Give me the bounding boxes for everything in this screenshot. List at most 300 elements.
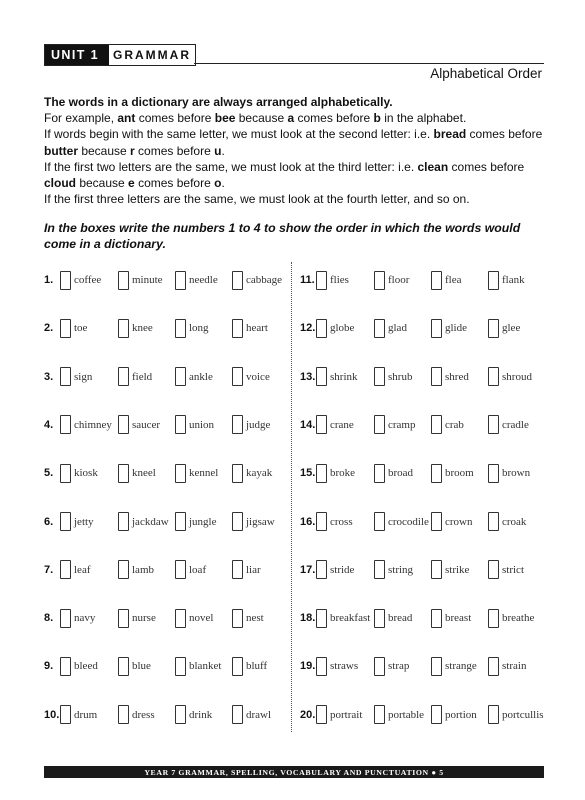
answer-box[interactable] — [488, 464, 499, 483]
answer-cell — [488, 606, 534, 630]
question-row — [300, 268, 545, 292]
answer-cell — [232, 268, 282, 292]
word-label: judge — [246, 418, 271, 431]
word-label: drink — [189, 708, 213, 721]
answer-cell — [60, 365, 92, 389]
question-row — [300, 316, 545, 340]
intro-bold-text: bread — [433, 127, 467, 142]
question-number: 12. — [300, 322, 316, 335]
word-label: strike — [445, 563, 470, 576]
answer-cell — [431, 558, 469, 582]
intro-bold-text: r — [130, 143, 135, 158]
answer-cell — [232, 413, 270, 437]
word-label: strain — [502, 660, 527, 673]
answer-box[interactable] — [118, 657, 129, 676]
word-label: drawl — [246, 708, 272, 721]
answer-cell — [316, 703, 362, 727]
answer-box[interactable] — [175, 560, 186, 579]
answer-cell — [431, 316, 467, 340]
word-label: glee — [502, 322, 521, 335]
word-label: jungle — [189, 515, 217, 528]
answer-cell — [118, 510, 169, 534]
answer-box[interactable] — [232, 609, 243, 628]
answer-cell — [374, 606, 412, 630]
answer-cell — [431, 413, 464, 437]
intro-lead: The words in a dictionary are always arranged alphabetically. — [44, 95, 393, 109]
word-label: ankle — [189, 370, 213, 383]
answer-box[interactable] — [374, 319, 385, 338]
word-label: broom — [445, 467, 474, 480]
answer-cell — [316, 654, 358, 678]
answer-cell — [374, 365, 412, 389]
answer-cell — [60, 316, 87, 340]
answer-cell — [118, 654, 151, 678]
answer-box[interactable] — [488, 415, 499, 434]
word-label: toe — [74, 322, 88, 335]
answer-cell — [60, 558, 90, 582]
question-row — [44, 606, 289, 630]
word-label: strange — [445, 660, 477, 673]
answer-cell — [488, 413, 529, 437]
answer-cell — [431, 268, 461, 292]
answer-cell — [488, 654, 526, 678]
word-label: knee — [132, 322, 153, 335]
answer-cell — [175, 413, 214, 437]
intro-text-run: . — [221, 143, 225, 158]
question-row — [300, 703, 545, 727]
word-label: sign — [74, 370, 93, 383]
intro-bold-text: butter — [44, 143, 78, 158]
answer-box[interactable] — [431, 705, 442, 724]
word-label: cross — [330, 515, 353, 528]
question-row — [44, 365, 289, 389]
answer-cell — [316, 461, 355, 485]
answer-cell — [374, 510, 429, 534]
answer-box[interactable] — [175, 464, 186, 483]
answer-cell — [431, 461, 474, 485]
intro-bold-text: ant — [117, 111, 136, 126]
word-label: minute — [132, 274, 163, 286]
answer-box[interactable] — [118, 319, 129, 338]
word-label: globe — [330, 322, 355, 335]
answer-cell — [60, 606, 95, 630]
word-label: heart — [246, 322, 268, 335]
word-label: dress — [132, 708, 155, 721]
intro-line — [44, 191, 544, 207]
answer-cell — [488, 268, 525, 292]
question-row — [300, 365, 545, 389]
word-label: field — [132, 370, 153, 383]
question-number: 6. — [44, 515, 54, 528]
word-label: chimney — [74, 418, 112, 431]
answer-box[interactable] — [374, 271, 385, 290]
answer-cell — [316, 365, 358, 389]
answer-box[interactable] — [431, 271, 442, 290]
question-row — [300, 558, 545, 582]
answer-box[interactable] — [316, 464, 327, 483]
answer-box[interactable] — [118, 512, 129, 531]
intro-text-run: comes before — [466, 127, 543, 142]
answer-cell — [118, 461, 156, 485]
word-label: crown — [445, 515, 473, 528]
answer-cell — [374, 654, 409, 678]
answer-cell — [60, 510, 94, 534]
question-number: 14. — [300, 418, 316, 431]
word-label: jigsaw — [246, 515, 275, 528]
word-label: strict — [502, 563, 524, 576]
intro-text-run: If the first two letters are the same, we must look at the third letter: i.e. — [44, 159, 418, 174]
answer-box[interactable] — [488, 705, 499, 724]
word-label: novel — [189, 612, 214, 625]
answer-cell — [488, 461, 530, 485]
answer-box[interactable] — [60, 367, 71, 386]
intro-text-run: in the alphabet. — [380, 111, 467, 126]
intro-line — [44, 126, 544, 158]
answer-box[interactable] — [175, 657, 186, 676]
answer-box[interactable] — [118, 271, 129, 290]
answer-box[interactable] — [60, 705, 71, 724]
question-row — [300, 413, 545, 437]
word-label: croak — [502, 515, 527, 528]
answer-cell — [232, 703, 271, 727]
answer-cell — [316, 510, 353, 534]
answer-cell — [118, 268, 163, 292]
question-number: 3. — [44, 370, 54, 383]
answer-cell — [488, 703, 544, 727]
answer-cell — [374, 461, 413, 485]
answer-cell — [232, 510, 275, 534]
answer-box[interactable] — [232, 367, 243, 386]
word-label: blue — [132, 660, 151, 673]
answer-cell — [316, 558, 354, 582]
answer-cell — [175, 703, 212, 727]
word-label: breakfast — [330, 612, 371, 625]
answer-box[interactable] — [488, 609, 499, 628]
answer-cell — [232, 365, 270, 389]
word-label: blanket — [189, 660, 222, 673]
intro-text-run: comes before — [294, 111, 374, 126]
answer-box[interactable] — [60, 415, 71, 434]
answer-box[interactable] — [488, 367, 499, 386]
word-label: cramp — [388, 418, 416, 431]
answer-cell — [175, 558, 206, 582]
answer-cell — [374, 703, 424, 727]
answer-cell — [316, 268, 349, 292]
answer-box[interactable] — [232, 657, 243, 676]
answer-box[interactable] — [175, 415, 186, 434]
answer-box[interactable] — [374, 609, 385, 628]
answer-box[interactable] — [316, 415, 327, 434]
answer-box[interactable] — [374, 464, 385, 483]
intro-text-run: comes before — [134, 143, 215, 158]
answer-cell — [175, 654, 221, 678]
answer-box[interactable] — [232, 464, 243, 483]
answer-box[interactable] — [60, 512, 71, 531]
answer-cell — [60, 654, 98, 678]
word-label: brown — [502, 467, 531, 480]
question-number: 10. — [44, 708, 60, 721]
word-label: navy — [74, 612, 96, 625]
word-label: portcullis — [502, 708, 544, 721]
answer-box[interactable] — [316, 319, 327, 338]
question-row — [44, 703, 289, 727]
question-number: 11. — [300, 274, 315, 286]
intro-text-run: If the first three letters are the same, we must look at the fourth letter, and so on. — [44, 192, 470, 207]
word-label: shrink — [330, 370, 358, 383]
question-row — [44, 558, 289, 582]
word-label: coffee — [74, 274, 102, 286]
answer-box[interactable] — [374, 512, 385, 531]
intro-bold-text: b — [373, 111, 381, 126]
answer-cell — [175, 510, 217, 534]
answer-cell — [60, 413, 112, 437]
word-label: bluff — [246, 660, 268, 673]
question-row — [44, 461, 289, 485]
question-row — [300, 510, 545, 534]
word-label: shred — [445, 370, 469, 383]
intro-line — [44, 110, 544, 126]
answer-box[interactable] — [232, 705, 243, 724]
answer-box[interactable] — [374, 415, 385, 434]
question-row — [300, 461, 545, 485]
question-row — [300, 606, 545, 630]
word-label: nurse — [132, 612, 156, 625]
intro-text-run: comes before — [448, 159, 525, 174]
answer-box[interactable] — [374, 367, 385, 386]
word-label: broke — [330, 467, 356, 480]
intro-text-run: because — [78, 143, 131, 158]
word-label: flies — [330, 274, 349, 286]
answer-cell — [232, 461, 272, 485]
word-label: bread — [388, 612, 413, 625]
answer-box[interactable] — [488, 319, 499, 338]
word-label: strap — [388, 660, 410, 673]
intro-text-run: . — [221, 176, 225, 191]
word-label: leaf — [74, 563, 91, 576]
answer-cell — [431, 606, 471, 630]
intro-lines — [44, 110, 544, 207]
answer-box[interactable] — [374, 705, 385, 724]
intro-text-run: For example, — [44, 111, 118, 126]
answer-box[interactable] — [316, 705, 327, 724]
question-number: 17. — [300, 563, 316, 576]
answer-box[interactable] — [316, 367, 327, 386]
answer-cell — [431, 703, 477, 727]
answer-cell — [232, 316, 268, 340]
word-label: long — [189, 322, 209, 335]
question-number: 1. — [44, 274, 54, 286]
intro-bold-text: e — [128, 176, 135, 191]
answer-cell — [374, 268, 409, 292]
answer-box[interactable] — [118, 705, 129, 724]
answer-cell — [232, 654, 267, 678]
word-label: breathe — [502, 612, 535, 625]
answer-cell — [175, 365, 213, 389]
question-number: 5. — [44, 467, 54, 480]
answer-cell — [118, 316, 153, 340]
answer-cell — [175, 316, 209, 340]
question-number: 16. — [300, 515, 316, 528]
answer-cell — [374, 316, 407, 340]
answer-box[interactable] — [374, 657, 385, 676]
word-label: cabbage — [246, 274, 283, 286]
answer-cell — [431, 510, 473, 534]
question-number: 9. — [44, 660, 54, 673]
answer-box[interactable] — [316, 560, 327, 579]
unit-topic: GRAMMAR — [113, 48, 191, 62]
question-row — [300, 654, 545, 678]
answer-cell — [316, 316, 354, 340]
answer-box[interactable] — [316, 609, 327, 628]
word-label: flea — [445, 274, 462, 286]
word-label: floor — [388, 274, 410, 286]
intro-line — [44, 159, 544, 191]
answer-box[interactable] — [60, 464, 71, 483]
answer-box[interactable] — [431, 609, 442, 628]
unit-label: UNIT 1 — [45, 45, 109, 65]
word-label: shroud — [502, 370, 532, 383]
intro-text-run: comes before — [135, 111, 215, 126]
answer-box[interactable] — [488, 657, 499, 676]
answer-cell — [175, 461, 218, 485]
answer-box[interactable] — [431, 367, 442, 386]
answer-box[interactable] — [60, 657, 71, 676]
question-number: 13. — [300, 370, 316, 383]
intro-text-run: because — [235, 111, 288, 126]
answer-box[interactable] — [431, 415, 442, 434]
word-label: kennel — [189, 467, 219, 480]
word-label: broad — [388, 467, 414, 480]
intro-text — [44, 94, 544, 207]
word-label: glad — [388, 322, 407, 335]
intro-text-run: comes before — [134, 176, 215, 191]
answer-box[interactable] — [232, 512, 243, 531]
word-label: lamb — [132, 563, 154, 576]
answer-box[interactable] — [431, 512, 442, 531]
column-divider — [291, 262, 292, 732]
word-label: shrub — [388, 370, 413, 383]
answer-box[interactable] — [60, 609, 71, 628]
answer-box[interactable] — [175, 319, 186, 338]
answer-cell — [488, 316, 520, 340]
answer-box[interactable] — [175, 367, 186, 386]
answer-box[interactable] — [60, 319, 71, 338]
answer-box[interactable] — [431, 464, 442, 483]
answer-box[interactable] — [118, 367, 129, 386]
question-row — [44, 268, 289, 292]
question-row — [44, 654, 289, 678]
answer-cell — [175, 268, 218, 292]
word-label: crane — [330, 418, 354, 431]
answer-cell — [232, 558, 261, 582]
answer-box[interactable] — [431, 319, 442, 338]
question-number: 4. — [44, 418, 54, 431]
intro-bold-text: o — [214, 176, 222, 191]
word-label: crab — [445, 418, 464, 431]
answer-cell — [60, 268, 101, 292]
word-label: portrait — [330, 708, 363, 721]
answer-box[interactable] — [488, 512, 499, 531]
answer-box[interactable] — [232, 271, 243, 290]
answer-cell — [118, 703, 155, 727]
word-label: voice — [246, 370, 270, 383]
answer-box[interactable] — [175, 705, 186, 724]
answer-cell — [488, 365, 532, 389]
intro-text-run: If words begin with the same letter, we must look at the second letter: i.e. — [44, 127, 434, 142]
word-label: kayak — [246, 467, 273, 480]
question-row — [44, 316, 289, 340]
word-label: crocodile — [388, 515, 429, 528]
answer-cell — [118, 606, 156, 630]
word-label: liar — [246, 563, 261, 576]
answer-box[interactable] — [374, 560, 385, 579]
answer-cell — [316, 413, 354, 437]
answer-box[interactable] — [60, 560, 71, 579]
question-number: 8. — [44, 612, 54, 625]
word-label: loaf — [189, 563, 207, 576]
intro-bold-text: cloud — [44, 176, 76, 191]
intro-bold-text: clean — [417, 159, 449, 174]
question-number: 19. — [300, 660, 316, 673]
word-label: bleed — [74, 660, 98, 673]
answer-cell — [118, 413, 160, 437]
header-rule — [194, 63, 544, 64]
answer-box[interactable] — [316, 271, 327, 290]
answer-box[interactable] — [488, 271, 499, 290]
answer-cell — [175, 606, 213, 630]
answer-cell — [431, 365, 469, 389]
word-label: kiosk — [74, 467, 98, 480]
answer-box[interactable] — [431, 657, 442, 676]
answer-cell — [431, 654, 477, 678]
answer-box[interactable] — [316, 657, 327, 676]
answer-cell — [60, 461, 98, 485]
answer-box[interactable] — [232, 560, 243, 579]
word-label: union — [189, 418, 215, 431]
word-label: flank — [502, 274, 525, 286]
instruction-text: In the boxes write the numbers 1 to 4 to show the order in which the words would come in a dictionary. — [44, 221, 521, 251]
intro-bold-text: u — [214, 143, 222, 158]
word-label: string — [388, 563, 414, 576]
word-label: glide — [445, 322, 467, 335]
answer-box[interactable] — [118, 415, 129, 434]
answer-box[interactable] — [232, 319, 243, 338]
answer-cell — [374, 413, 415, 437]
answer-box[interactable] — [316, 512, 327, 531]
answer-cell — [60, 703, 97, 727]
answer-box[interactable] — [488, 560, 499, 579]
answer-cell — [118, 558, 154, 582]
word-label: portable — [388, 708, 425, 721]
answer-box[interactable] — [175, 271, 186, 290]
answer-box[interactable] — [118, 464, 129, 483]
question-row — [44, 413, 289, 437]
unit-header — [44, 44, 196, 66]
question-number: 15. — [300, 467, 316, 480]
answer-box[interactable] — [175, 512, 186, 531]
answer-box[interactable] — [175, 609, 186, 628]
answer-box[interactable] — [232, 415, 243, 434]
answer-box[interactable] — [118, 560, 129, 579]
answer-box[interactable] — [118, 609, 129, 628]
question-number: 20. — [300, 708, 316, 721]
word-label: jetty — [74, 515, 94, 528]
answer-cell — [374, 558, 413, 582]
word-label: breast — [445, 612, 472, 625]
word-label: saucer — [132, 418, 161, 431]
answer-box[interactable] — [431, 560, 442, 579]
answer-box[interactable] — [60, 271, 71, 290]
